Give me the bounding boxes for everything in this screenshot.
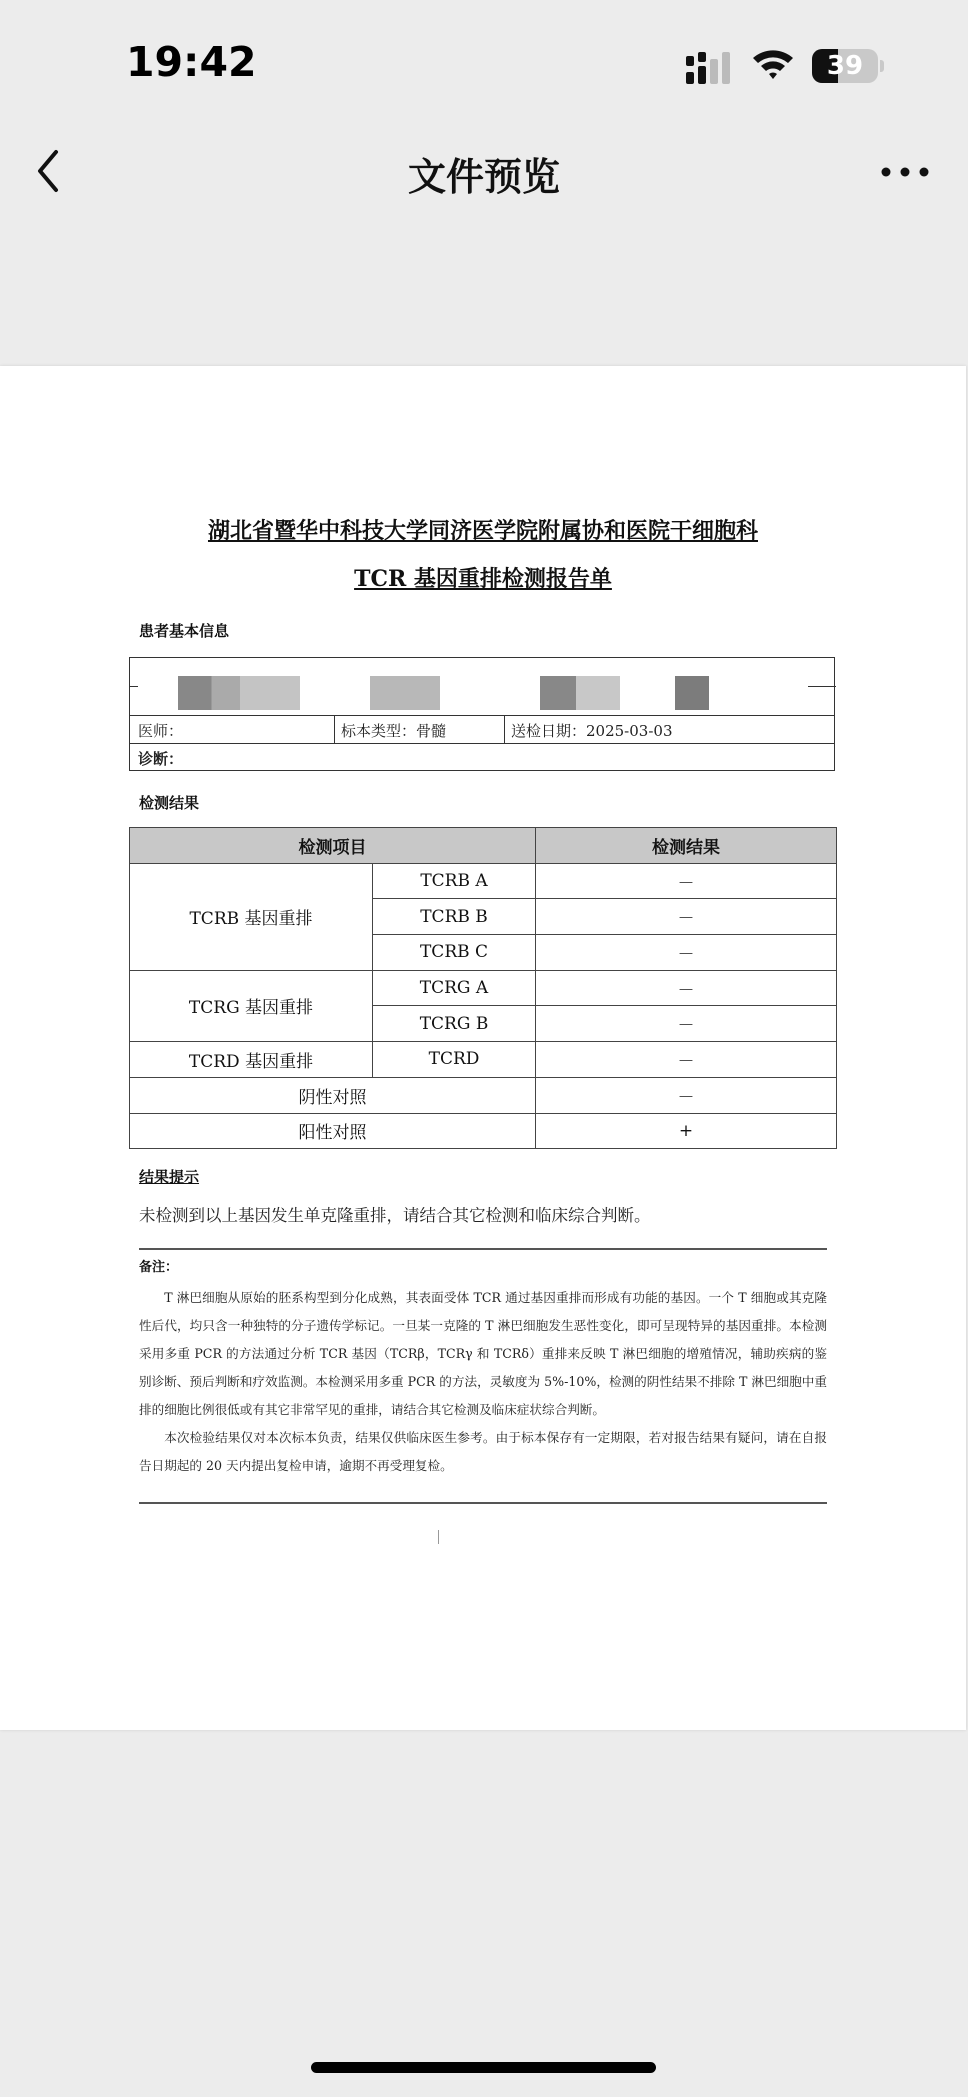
- table-header-row: [130, 828, 837, 864]
- redacted-block: [170, 676, 300, 710]
- status-bar: [0, 0, 968, 120]
- document-subtitle: TCR 基因重排检测报告单: [354, 566, 612, 592]
- table-row: [130, 1113, 837, 1149]
- table-row: [130, 1042, 837, 1078]
- notes-label: 备注：: [139, 1260, 179, 1275]
- page-title: 文件预览: [407, 155, 560, 199]
- result-value: －: [536, 935, 837, 971]
- table-row: [130, 1077, 837, 1113]
- result-tip-heading: 结果提示: [139, 1168, 200, 1186]
- result-value: +: [536, 1113, 837, 1149]
- nav-bar: [0, 120, 968, 224]
- result-value: －: [536, 970, 837, 1006]
- cellular-signal-icon: [686, 52, 736, 84]
- results-heading: 检测结果: [139, 794, 200, 812]
- header-test-result: 检测结果: [536, 828, 837, 864]
- table-row: [130, 970, 837, 1006]
- document-title: 湖北省暨华中科技大学同济医学院附属协和医院干细胞科: [207, 518, 758, 544]
- sub-item: TCRB C: [373, 935, 536, 971]
- status-time: 19:42: [126, 38, 257, 86]
- result-value: －: [536, 1077, 837, 1113]
- header-test-item: 检测项目: [130, 828, 536, 864]
- wifi-icon: [750, 46, 796, 82]
- battery-percent: 39: [826, 51, 864, 81]
- doctor-label: 医师：: [138, 722, 184, 740]
- document-page[interactable]: [0, 366, 966, 1730]
- result-value: －: [536, 1006, 837, 1042]
- more-options-icon[interactable]: [872, 150, 938, 194]
- sub-item: TCRD: [373, 1042, 536, 1078]
- notes-body: [139, 1284, 827, 1480]
- group-name: TCRD 基因重排: [130, 1042, 373, 1078]
- result-value: －: [536, 863, 837, 899]
- notes-paragraph: T 淋巴细胞从原始的胚系构型到分化成熟，其表面受体 TCR 通过基因重排而形成有功能的基因。一个 T 细胞或其克隆性后代，均只含一种独特的分子遗传学标记。一旦某一克隆的 T 淋巴细胞发生恶性变化，即可呈现特异的基因重排。本检测采用多重 PCR 的方法通过分析 TCR 基因（TCRβ，TCRγ 和 TCRδ）重排来反映 T 淋巴细胞的增殖情况，辅助疾病的鉴别诊断、预后判断和疗效监测。本检测采用多重 PCR 的方法，灵敏度为 5%-10%，检测的阴性结果不排除 T 淋巴细胞中重排的细胞比例很低或有其它非常罕见的重排，请结合其它检测及临床症状综合判断。: [139, 1290, 827, 1417]
- table-row: [130, 863, 837, 899]
- result-tip-text: 未检测到以上基因发生单克隆重排，请结合其它检测和临床综合判断。: [139, 1206, 651, 1225]
- page-marker: [438, 1530, 439, 1544]
- divider: [139, 1248, 827, 1250]
- home-indicator[interactable]: [311, 2062, 656, 2073]
- battery-icon: [812, 49, 884, 83]
- sub-item: TCRB A: [373, 863, 536, 899]
- sub-item: TCRB B: [373, 899, 536, 935]
- patient-info-heading: 患者基本信息: [139, 622, 230, 640]
- patient-info-box: [129, 657, 835, 771]
- redacted-block: [540, 676, 620, 710]
- specimen-type: 标本类型：骨髓: [341, 722, 447, 740]
- notes-paragraph: 本次检验结果仅对本次标本负责，结果仅供临床医生参考。由于标本保存有一定期限，若对报告结果有疑问，请在自报告日期起的 20 天内提出复检申请，逾期不再受理复检。: [139, 1430, 827, 1473]
- sub-item: TCRG B: [373, 1006, 536, 1042]
- divider: [139, 1502, 827, 1504]
- control-label: 阴性对照: [130, 1077, 536, 1113]
- group-name: TCRG 基因重排: [130, 970, 373, 1041]
- sub-item: TCRG A: [373, 970, 536, 1006]
- result-value: －: [536, 899, 837, 935]
- control-label: 阳性对照: [130, 1113, 536, 1149]
- redacted-block: [370, 676, 440, 710]
- submit-date: 送检日期：2025-03-03: [511, 722, 673, 740]
- redacted-block: [675, 676, 709, 710]
- results-table: [129, 827, 837, 1149]
- group-name: TCRB 基因重排: [130, 863, 373, 970]
- result-value: －: [536, 1042, 837, 1078]
- diagnosis-label: 诊断：: [138, 750, 184, 768]
